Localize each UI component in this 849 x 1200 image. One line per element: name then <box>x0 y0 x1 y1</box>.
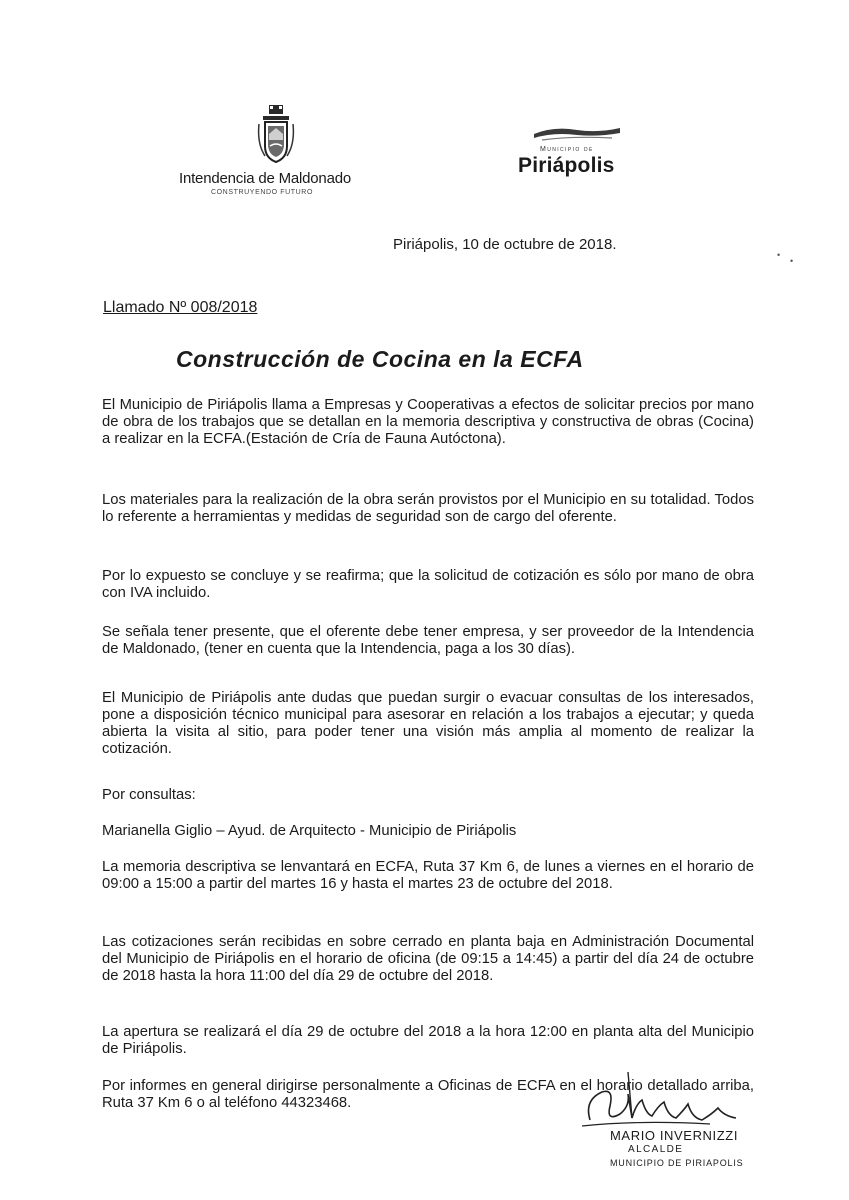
paragraph: Por informes en general dirigirse personalmente a Oficinas de ECFA en el horario detallado arriba, Ruta 37 Km 6 o al teléfono 44323468. <box>102 1078 754 1111</box>
paragraph: La memoria descriptiva se lenvantará en ECFA, Ruta 37 Km 6, de lunes a viernes en el horario de 09:00 a 15:00 a partir del martes 16 y hasta el martes 23 de octubre del 2018. <box>102 859 754 892</box>
landscape-wave-icon <box>532 124 622 146</box>
municipio-name: Piriápolis <box>518 154 615 177</box>
paragraph: Marianella Giglio – Ayud. de Arquitecto - Municipio de Piriápolis <box>102 823 517 839</box>
coat-of-arms-icon <box>256 104 296 166</box>
paragraph: Los materiales para la realización de la obra serán provistos por el Municipio en su totalidad. Todos lo referente a herramientas y medidas de seguridad son de cargo del oferente. <box>102 492 754 525</box>
scan-speck: • <box>790 256 794 266</box>
paragraph: Por lo expuesto se concluye y se reafirma; que la solicitud de cotización es sólo por mano de obra con IVA incluido. <box>102 568 754 601</box>
intendencia-logo <box>176 104 376 196</box>
reference-number: Llamado Nº 008/2018 <box>103 299 258 316</box>
municipio-label: Municipio de <box>540 146 594 153</box>
scan-speck: • <box>777 250 781 260</box>
signatory-name: MARIO INVERNIZZI <box>610 1128 739 1143</box>
signature-block <box>580 1070 770 1180</box>
date-line: Piriápolis, 10 de octubre de 2018. <box>393 236 617 253</box>
paragraph: Se señala tener presente, que el oferente debe tener empresa, y ser proveedor de la Intendencia de Maldonado, (tener en cuenta que la Intendencia, paga a los 30 días). <box>102 624 754 657</box>
paragraph: El Municipio de Piriápolis llama a Empresas y Cooperativas a efectos de solicitar precios por mano de obra de los trabajos que se detallan en la memoria descriptiva y constructiva de obras (Cocina) a realizar en la ECFA.(Estación de Cría de Fauna Autóctona). <box>102 397 754 447</box>
municipio-logo <box>510 124 640 178</box>
intendencia-motto: CONSTRUYENDO FUTURO <box>210 189 313 196</box>
intendencia-name: Intendencia de Maldonado <box>178 170 351 187</box>
paragraph: Las cotizaciones serán recibidas en sobre cerrado en planta baja en Administración Documental del Municipio de Piriápolis en el horario de oficina (de 09:15 a 14:45) a partir del día 24 de octubre de 2018 hasta la hora 11:00 del día 29 de octubre del 2018. <box>102 934 754 984</box>
paragraph: La apertura se realizará el día 29 de octubre del 2018 a la hora 12:00 en planta alta del Municipio de Piriápolis. <box>102 1024 754 1057</box>
paragraph: El Municipio de Piriápolis ante dudas que puedan surgir o evacuar consultas de los interesados, pone a disposición técnico municipal para asesorar en relación a los trabajos a ejecutar; y queda abierta la visita al sitio, para poder tener una visión más amplia al momento de realizar la cotización. <box>102 690 754 757</box>
signatory-role: ALCALDE <box>628 1144 684 1155</box>
paragraph: Por consultas: <box>102 787 196 803</box>
document-title: Construcción de Cocina en la ECFA <box>176 346 584 372</box>
signatory-office: MUNICIPIO DE PIRIAPOLIS <box>610 1158 744 1168</box>
